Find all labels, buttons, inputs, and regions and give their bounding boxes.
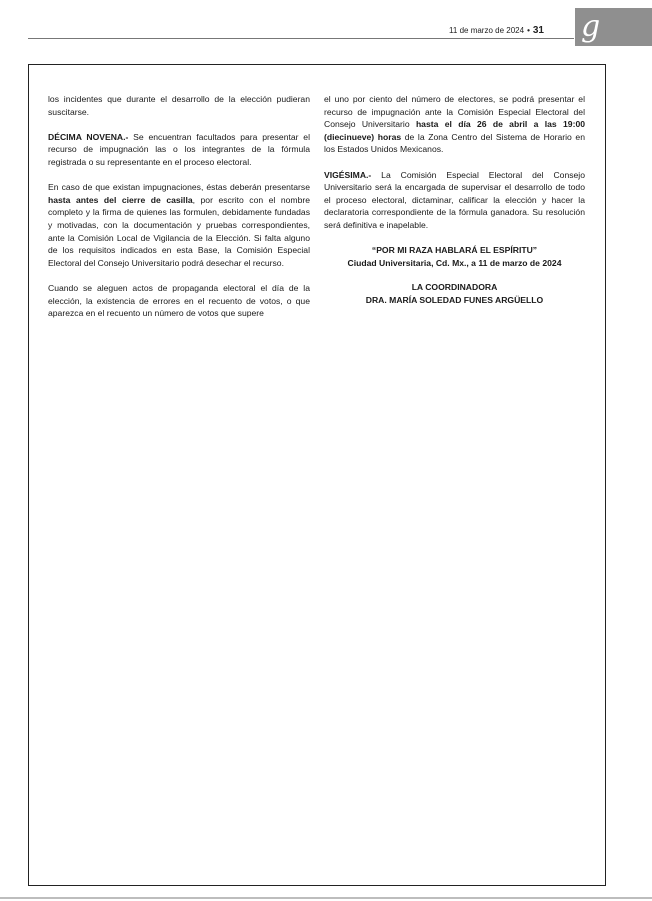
right-column bbox=[324, 93, 585, 307]
header-date-line bbox=[449, 25, 544, 36]
article-heading-vigesima: VIGÉSIMA.- bbox=[324, 169, 372, 180]
issue-date: 11 de marzo de 2024 bbox=[449, 26, 525, 35]
deadline-emphasis: hasta antes del cierre de casilla bbox=[48, 194, 193, 205]
article-heading-decima-novena: DÉCIMA NOVENA.- bbox=[48, 131, 129, 142]
paragraph-decima-novena: DÉCIMA NOVENA.- Se encuentran facultados para presentar el recurso de impugnación las o los integrantes de la fórmula registrada o su representante en el proceso electoral. bbox=[48, 131, 310, 167]
spacer bbox=[324, 269, 585, 281]
paragraph-impugnaciones: En caso de que existan impugnaciones, éstas deberán presentarse hasta antes del cierre de casilla, por escrito con el nombre completo y la firma de quienes las formulen, debidamente fundadas y motivadas, con la documentación y pruebas correspondientes, ante la Comisión Local de Vigilancia de la Elección. Si falta alguno de los requisitos indicados en esta Base, la Comisión Especial Electoral del Consejo Universitario podrá desechar el recurso. bbox=[48, 182, 310, 268]
paragraph-vigesima: VIGÉSIMA.- La Comisión Especial Electoral del Consejo Universitario será la encargada de supervisar el desarrollo de todo el proceso electoral, dictaminar, calificar la elección y hacer la declaratoria correspondiente de la fórmula ganadora. Su resolución será definitiva e inapelable. bbox=[324, 169, 585, 230]
deadline-date-emphasis: hasta el día 26 de abril a las 19:00 (diecinueve) horas bbox=[324, 119, 586, 142]
page-number: 31 bbox=[532, 25, 544, 36]
date-separator: • bbox=[527, 26, 530, 35]
gaceta-logo bbox=[575, 8, 652, 46]
header-rule bbox=[28, 38, 574, 39]
signer-name: DRA. MARÍA SOLEDAD FUNES ARGÜELLO bbox=[365, 294, 544, 305]
paragraph-uno-por-ciento: el uno por ciento del número de electores, se podrá presentar el recurso de impugnación ante la Comisión Especial Electoral del Consejo Universitario hasta el día 26 de abril a las 19:00 (diecinueve) horas de la Zona Centro del Sistema de Horario en los Estados Unidos Mexicanos. bbox=[324, 94, 586, 155]
page-bottom-edge bbox=[0, 897, 652, 899]
left-column bbox=[48, 93, 310, 332]
paragraph-propaganda: Cuando se aleguen actos de propaganda electoral el día de la elección, la existencia de errores en el recuento de votos, o que aparezca en el recuento un número de votos que supere bbox=[48, 282, 310, 319]
signer-title: LA COORDINADORA bbox=[411, 282, 498, 293]
gaceta-logo-letter: g bbox=[581, 9, 601, 44]
place-date: Ciudad Universitaria, Cd. Mx., a 11 de marzo de 2024 bbox=[347, 257, 562, 268]
motto: “POR MI RAZA HABLARÁ EL ESPÍRITU” bbox=[371, 245, 538, 256]
paragraph-incidents: los incidentes que durante el desarrollo de la elección pudieran suscitarse. bbox=[48, 94, 310, 117]
